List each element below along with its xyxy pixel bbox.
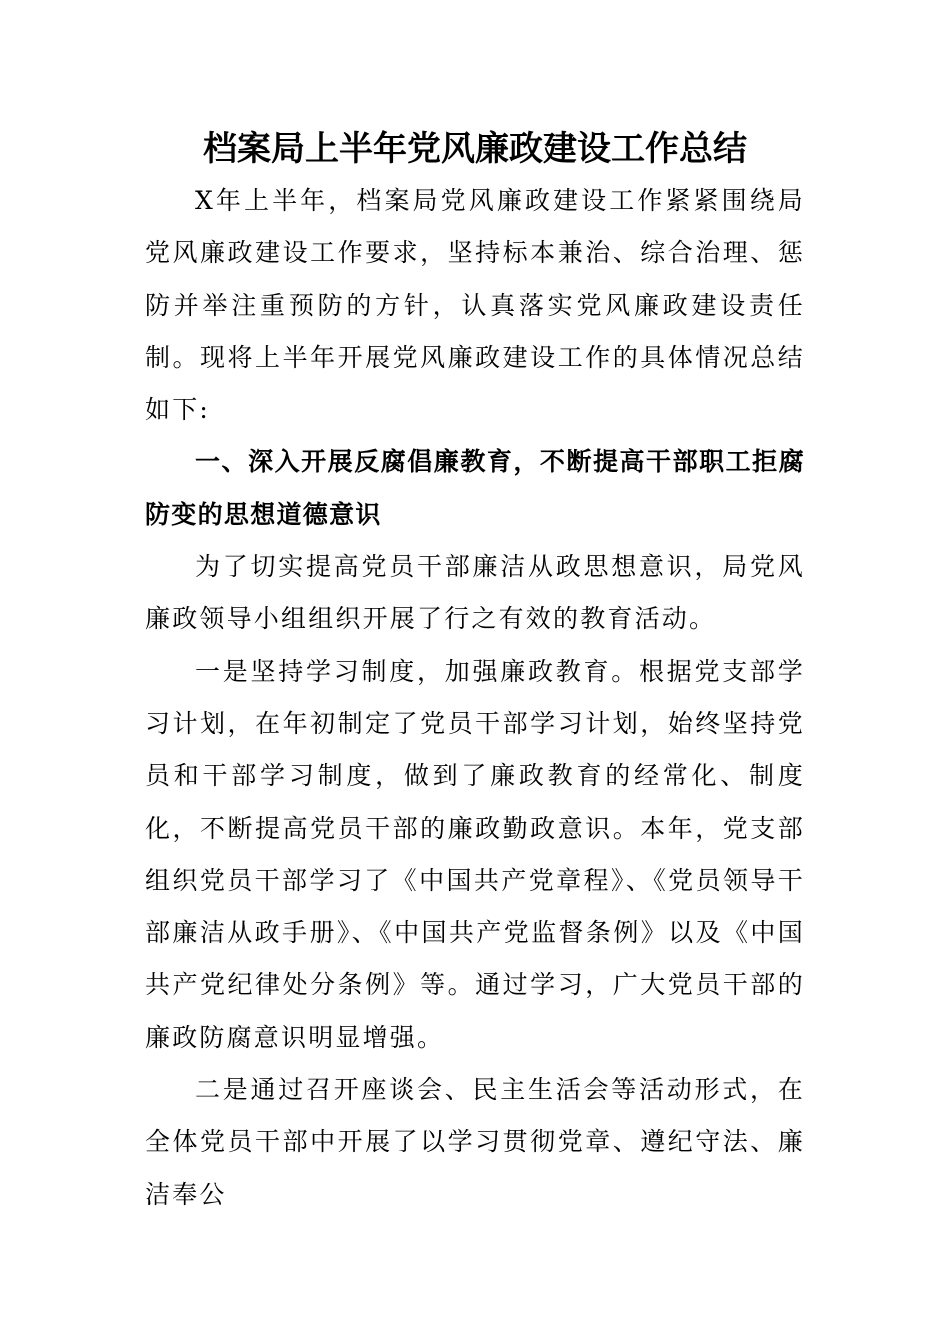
- section-heading-1: 一、深入开展反腐倡廉教育，不断提高干部职工拒腐防变的思想道德意识: [145, 447, 805, 529]
- intro-paragraph: X年上半年，档案局党风廉政建设工作紧紧围绕局党风廉政建设工作要求，坚持标本兼治、综合治理、惩防并举注重预防的方针，认真落实党风廉政建设责任制。现将上半年开展党风廉政建设工作的具体情况总结如下:: [145, 186, 805, 425]
- section-1-intro-paragraph: 为了切实提高党员干部廉洁从政思想意识，局党风廉政领导小组组织开展了行之有效的教育活动。: [145, 552, 805, 634]
- document-body: [145, 175, 805, 1221]
- point-one-paragraph: 一是坚持学习制度，加强廉政教育。根据党支部学习计划，在年初制定了党员干部学习计划，始终坚持党员和干部学习制度，做到了廉政教育的经常化、制度化，不断提高党员干部的廉政勤政意识。本年，党支部组织党员干部学习了《中国共产党章程》、《党员领导干部廉洁从政手册》、《中国共产党监督条例》以及《中国共产党纪律处分条例》等。通过学习，广大党员干部的廉政防腐意识明显增强。: [145, 656, 805, 1052]
- point-two-paragraph: 二是通过召开座谈会、民主生活会等活动形式，在全体党员干部中开展了以学习贯彻党章、遵纪守法、廉洁奉公: [145, 1075, 805, 1209]
- document-title: 档案局上半年党风廉政建设工作总结: [203, 129, 747, 169]
